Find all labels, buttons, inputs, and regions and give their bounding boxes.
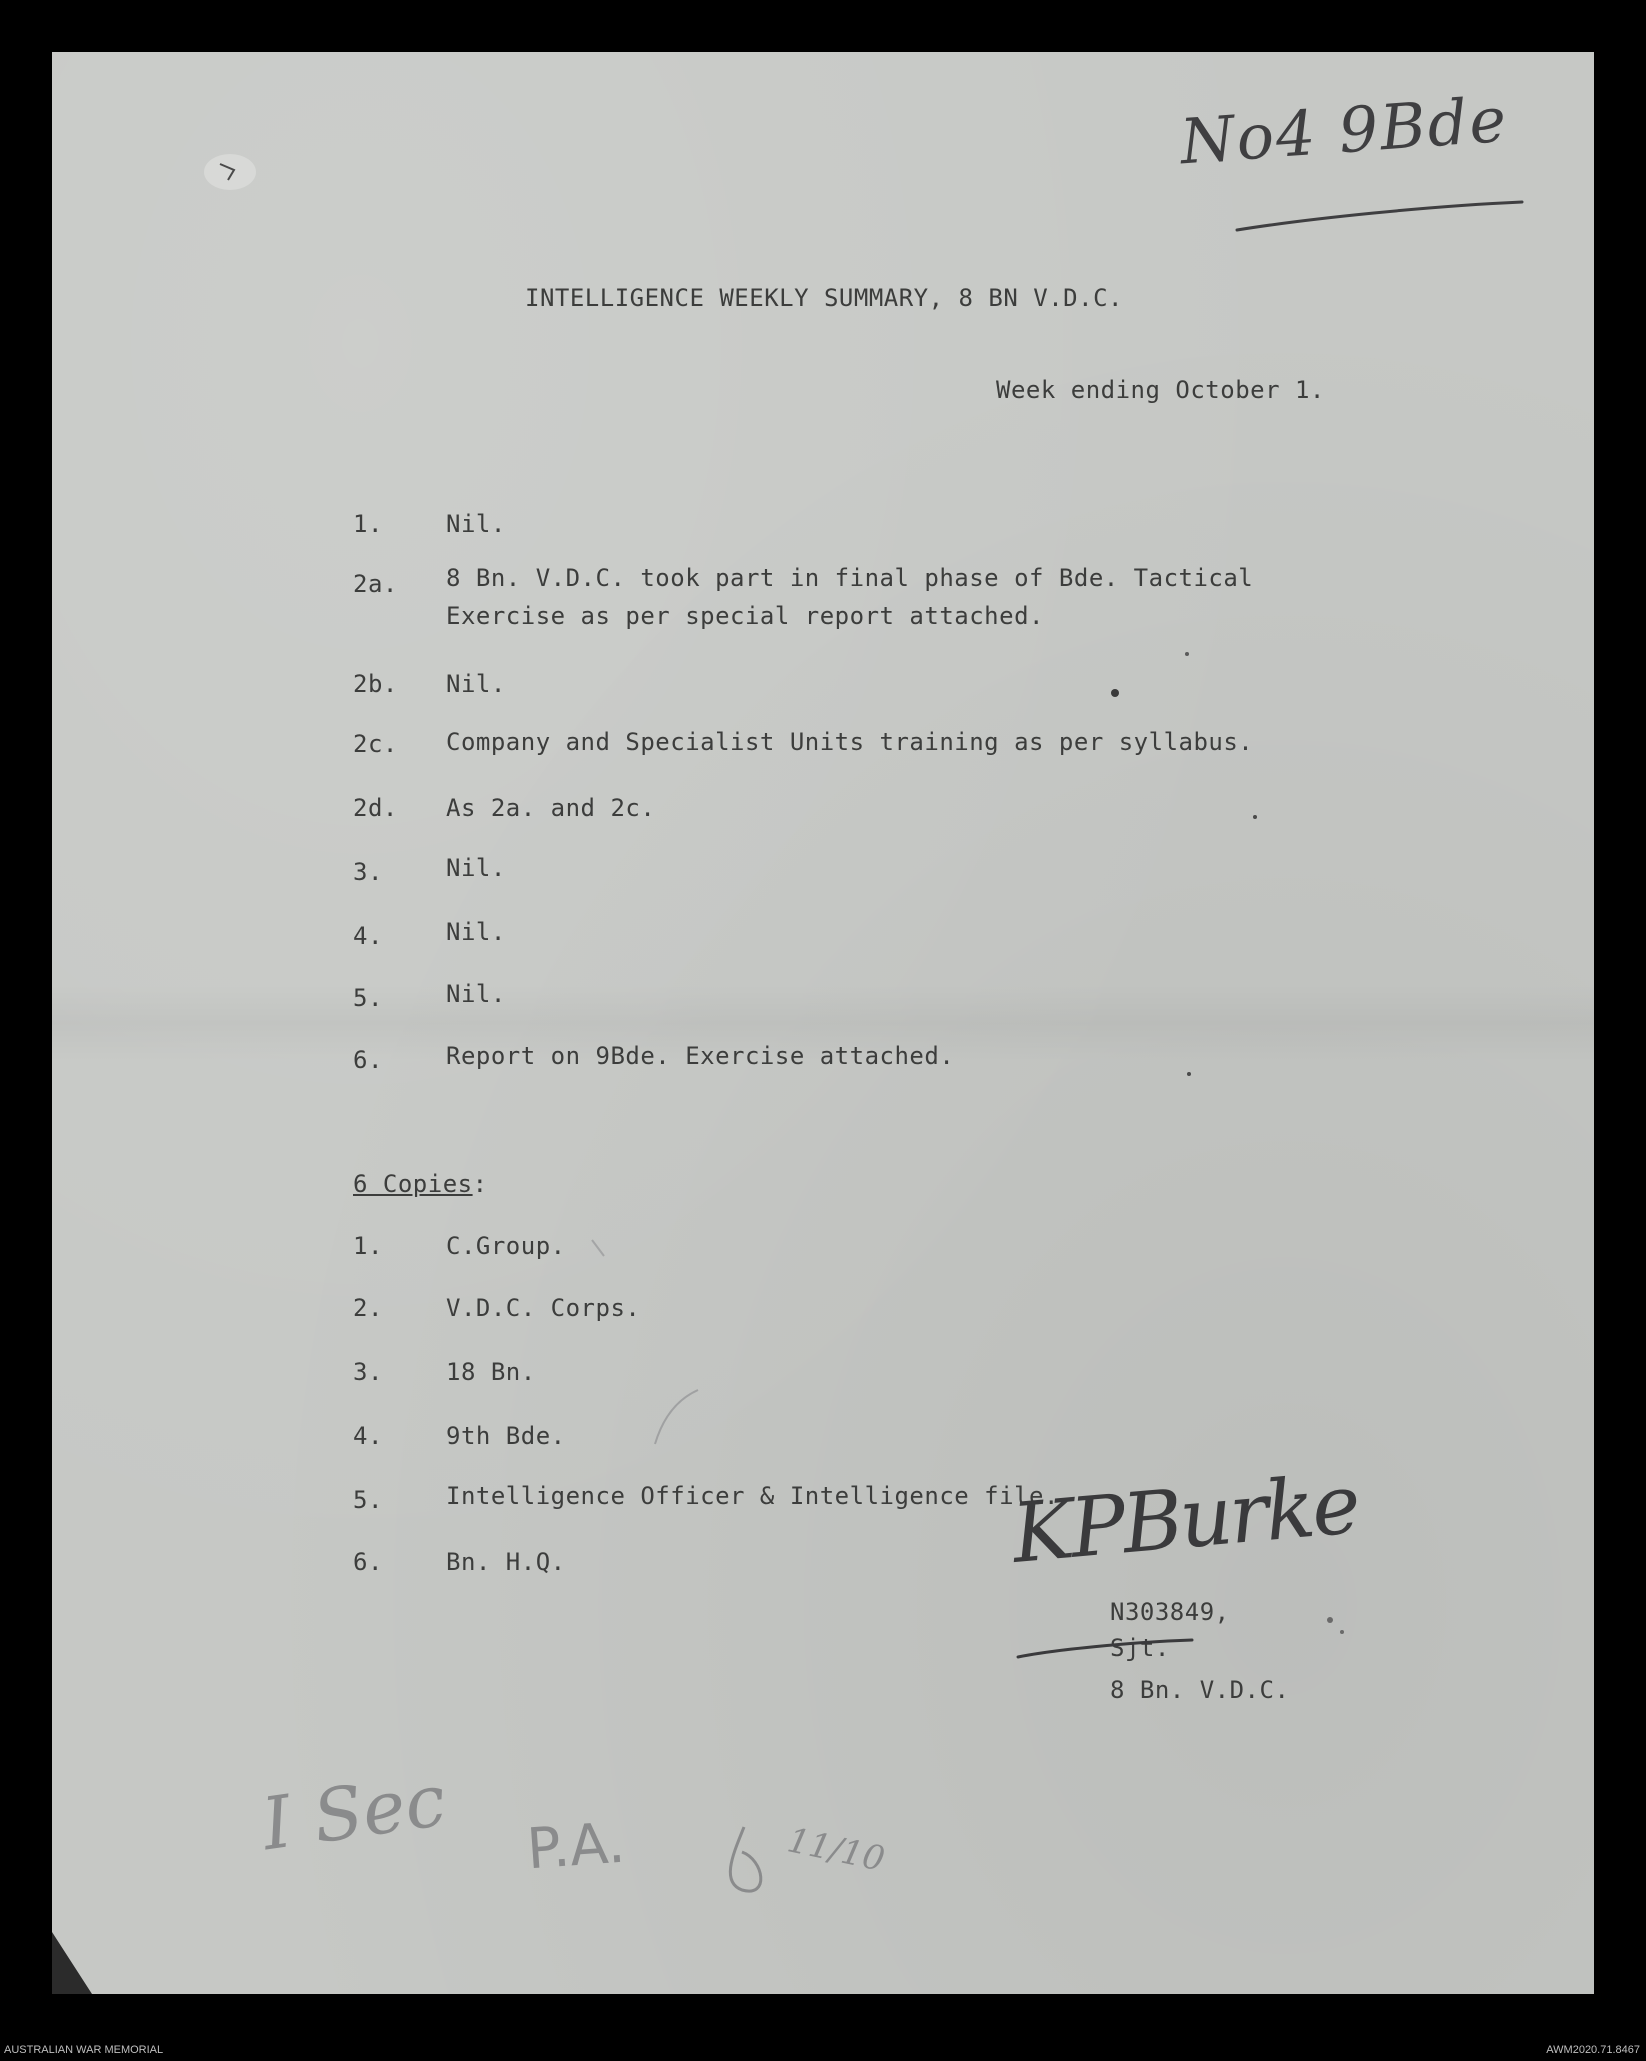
paper-speck bbox=[1111, 689, 1119, 697]
service-number: N303849, bbox=[1110, 1598, 1230, 1626]
copy-recipient: Bn. H.Q. bbox=[446, 1548, 566, 1576]
item-text: Nil. bbox=[446, 510, 506, 538]
item-text: Nil. bbox=[446, 670, 506, 698]
item-number: 1. bbox=[353, 510, 383, 538]
handwritten-signature: KPBurke bbox=[1008, 1457, 1362, 1582]
item-number: 3. bbox=[353, 858, 383, 886]
item-number: 2a. bbox=[353, 570, 398, 598]
pencil-arc-mark bbox=[655, 1390, 698, 1444]
item-number: 2c. bbox=[353, 730, 398, 758]
copy-number: 2. bbox=[353, 1294, 383, 1322]
item-text: Company and Specialist Units training as per syllabus. bbox=[446, 728, 1254, 756]
copy-number: 3. bbox=[353, 1358, 383, 1386]
paper-crease-mark bbox=[204, 154, 256, 190]
copy-number: 5. bbox=[353, 1486, 383, 1514]
document-title: INTELLIGENCE WEEKLY SUMMARY, 8 BN V.D.C. bbox=[525, 284, 1123, 312]
week-ending-line: Week ending October 1. bbox=[996, 376, 1325, 404]
paper-speck bbox=[1327, 1617, 1333, 1623]
copy-recipient: V.D.C. Corps. bbox=[446, 1294, 641, 1322]
item-text: Nil. bbox=[446, 980, 506, 1008]
copy-recipient: 18 Bn. bbox=[446, 1358, 536, 1386]
copy-number: 6. bbox=[353, 1548, 383, 1576]
copies-heading-colon: : bbox=[472, 1170, 488, 1198]
copies-heading-text: 6 Copies bbox=[353, 1170, 473, 1198]
copy-recipient: C.Group. bbox=[446, 1232, 566, 1260]
item-text: As 2a. and 2c. bbox=[446, 794, 656, 822]
paper-tear-mark bbox=[220, 164, 234, 180]
item-number: 2b. bbox=[353, 670, 398, 698]
footer-archive-name: AUSTRALIAN WAR MEMORIAL bbox=[4, 2044, 164, 2056]
marks-overlay bbox=[52, 52, 1594, 1994]
copy-number: 1. bbox=[353, 1232, 383, 1260]
copies-heading bbox=[353, 1170, 488, 1198]
item-text: Nil. bbox=[446, 918, 506, 946]
paper-speck bbox=[1185, 652, 1189, 656]
copy-number: 4. bbox=[353, 1422, 383, 1450]
paper-speck bbox=[1340, 1630, 1344, 1634]
pencil-flourish bbox=[730, 1827, 761, 1891]
signatory-unit: 8 Bn. V.D.C. bbox=[1110, 1676, 1290, 1704]
pencil-note-initials: P.A. bbox=[524, 1810, 628, 1883]
copy-recipient: Intelligence Officer & Intelligence file. bbox=[446, 1482, 1059, 1510]
document-sheet bbox=[52, 52, 1594, 1994]
item-number: 2d. bbox=[353, 794, 398, 822]
item-number: 6. bbox=[353, 1046, 383, 1074]
handwritten-reference: No4 9Bde bbox=[1177, 82, 1511, 179]
paper-speck bbox=[1253, 815, 1257, 819]
handwritten-underline bbox=[1237, 202, 1522, 230]
pencil-note-date: 11/10 bbox=[783, 1820, 889, 1880]
signatory-rank: Sjt. bbox=[1110, 1634, 1170, 1662]
paper-corner-damage bbox=[52, 1932, 92, 1994]
copy-recipient: 9th Bde. bbox=[446, 1422, 566, 1450]
item-text: Report on 9Bde. Exercise attached. bbox=[446, 1042, 955, 1070]
item-text: Nil. bbox=[446, 854, 506, 882]
item-number: 5. bbox=[353, 984, 383, 1012]
item-text: 8 Bn. V.D.C. took part in final phase of Bde. Tactical bbox=[446, 564, 1254, 592]
item-number: 4. bbox=[353, 922, 383, 950]
paper-speck bbox=[1187, 1072, 1191, 1076]
pencil-note-section: I Sec bbox=[257, 1757, 451, 1867]
pencil-tick-mark bbox=[592, 1240, 604, 1256]
footer-accession-id: AWM2020.71.8467 bbox=[1546, 2044, 1640, 2056]
item-text-continued: Exercise as per special report attached. bbox=[446, 602, 1044, 630]
